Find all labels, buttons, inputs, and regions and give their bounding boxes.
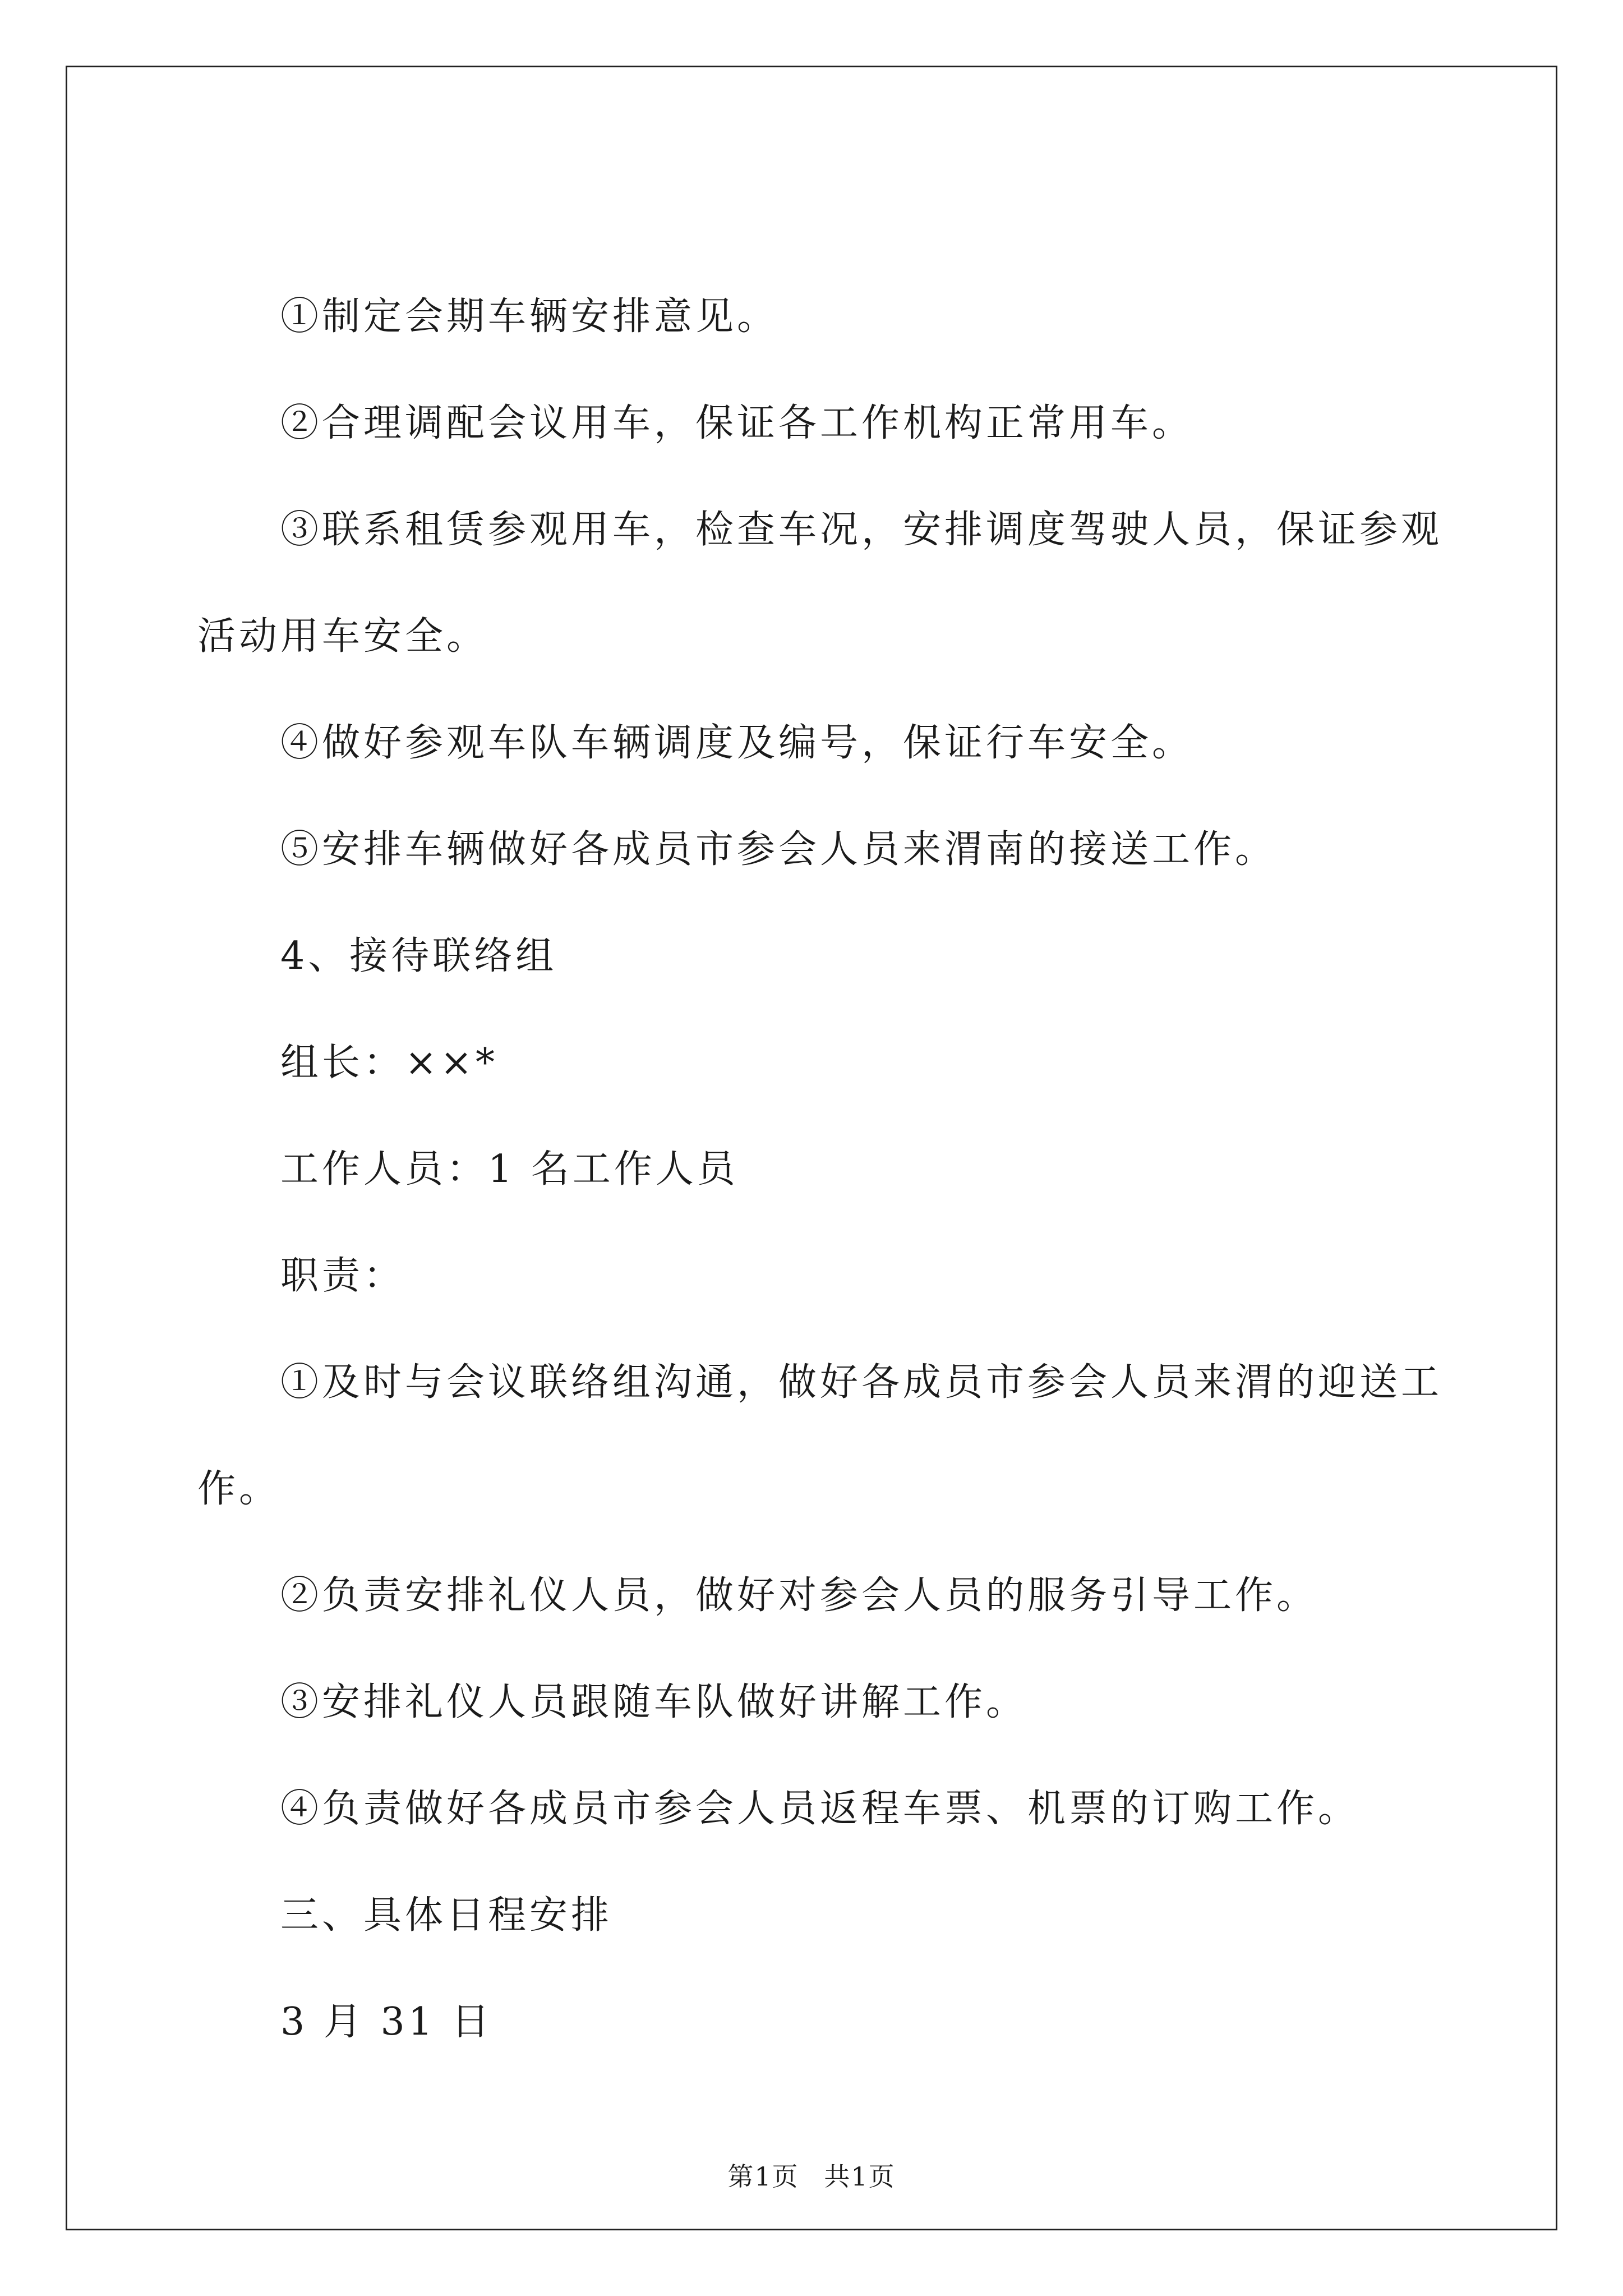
paragraph-vehicle-allocation: ②合理调配会议用车，保证各工作机构正常用车。 [280,401,1194,445]
paragraph-guide-work: ③安排礼仪人员跟随车队做好讲解工作。 [280,1680,1028,1724]
section-heading-schedule: 三、具体日程安排 [280,1893,613,1938]
paragraph-rental-vehicles-cont: 活动用车安全。 [197,614,488,659]
paragraph-liaison-cont: 作。 [197,1467,281,1511]
paragraph-group-leader: 组长：××* [280,1041,498,1085]
page-total: 共1页 [824,2161,896,2192]
paragraph-staff: 工作人员：1 名工作人员 [280,1147,739,1191]
document-body [67,67,1556,2229]
page-footer [67,2160,1556,2193]
page-number: 第1页 [727,2161,799,2192]
paragraph-duties-label: 职责： [280,1254,405,1298]
paragraph-liaison: ①及时与会议联络组沟通，做好各成员市参会人员来渭的迎送工 [280,1360,1443,1405]
page-frame [66,66,1557,2230]
paragraph-date: 3 月 31 日 [280,2000,493,2044]
paragraph-etiquette-staff: ②负责安排礼仪人员，做好对参会人员的服务引导工作。 [280,1573,1318,1618]
section-heading-reception: 4、接待联络组 [280,934,557,978]
paragraph-rental-vehicles: ③联系租赁参观用车，检查车况，安排调度驾驶人员，保证参观 [280,508,1443,552]
paragraph-vehicle-plan: ①制定会期车辆安排意见。 [280,295,779,339]
paragraph-ticket-booking: ④负责做好各成员市参会人员返程车票、机票的订购工作。 [280,1787,1360,1831]
paragraph-transfer-work: ⑤安排车辆做好各成员市参会人员来渭南的接送工作。 [280,827,1277,872]
paragraph-fleet-dispatch: ④做好参观车队车辆调度及编号，保证行车安全。 [280,721,1194,765]
